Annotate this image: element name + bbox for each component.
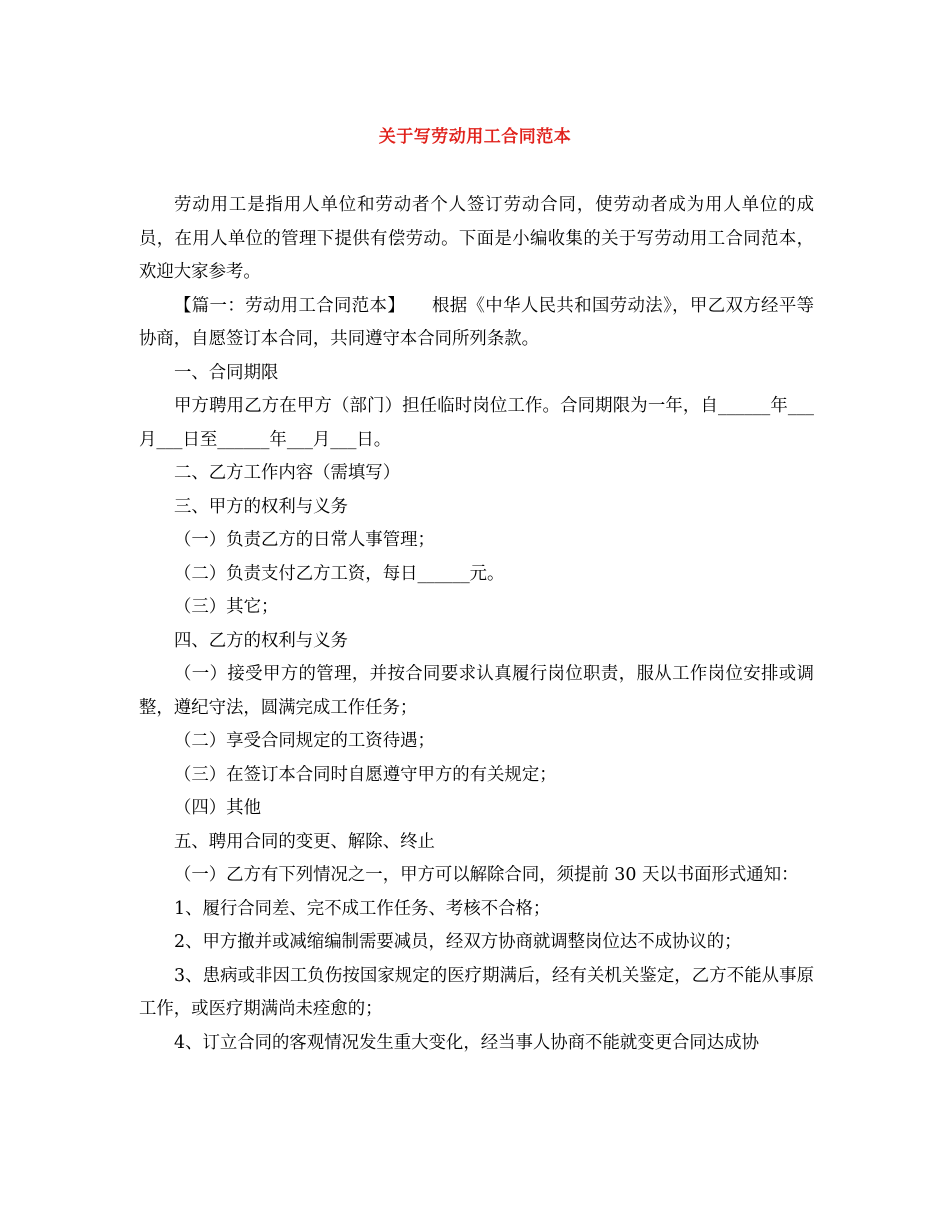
termination-reason-3: 3、患病或非因工负伤按国家规定的医疗期满后，经有关机关鉴定，乙方不能从事原工作，或医疗期满尚未痊愈的； xyxy=(139,965,814,1019)
section-1-heading: 一、合同期限 xyxy=(174,362,279,383)
termination-item-1: （一）乙方有下列情况之一，甲方可以解除合同，须提前 30 天以书面形式通知： xyxy=(174,865,799,885)
party-a-item-1: （一）负责乙方的日常人事管理； xyxy=(174,530,435,550)
contract-term-paragraph: 甲方聘用乙方在甲方（部门）担任临时岗位工作。合同期限为一年，自______年___月___日至______年___月___日。 xyxy=(139,396,814,450)
document-title: 关于写劳动用工合同范本 xyxy=(378,127,572,147)
party-b-item-3: （三）在签订本合同时自愿遵守甲方的有关规定； xyxy=(174,764,557,785)
intro-paragraph: 劳动用工是指用人单位和劳动者个人签订劳动合同，使劳动者成为用人单位的成员，在用人单位的管理下提供有偿劳动。下面是小编收集的关于写劳动用工合同范本，欢迎大家参考。 xyxy=(139,195,814,282)
termination-reason-4: 4、订立合同的客观情况发生重大变化，经当事人协商不能就变更合同达成协 xyxy=(174,1032,759,1053)
section-5-heading: 五、聘用合同的变更、解除、终止 xyxy=(174,831,435,852)
section-4-heading: 四、乙方的权利与义务 xyxy=(174,630,348,651)
party-a-item-2: （二）负责支付乙方工资，每日______元。 xyxy=(174,563,505,584)
section-3-heading: 三、甲方的权利与义务 xyxy=(174,496,348,517)
party-a-item-3: （三）其它； xyxy=(174,597,279,617)
party-b-item-2: （二）享受合同规定的工资待遇； xyxy=(174,731,435,751)
section-2-heading: 二、乙方工作内容（需填写） xyxy=(174,463,401,483)
termination-reason-2: 2、甲方撤并或减缩编制需要减员，经双方协商就调整岗位达不成协议的； xyxy=(174,932,742,952)
party-b-item-4: （四）其他 xyxy=(174,798,261,818)
document-body xyxy=(139,189,814,1060)
section-preamble-paragraph: 【篇一：劳动用工合同范本】 根据《中华人民共和国劳动法》，甲乙双方经平等协商，自愿签订本合同，共同遵守本合同所列条款。 xyxy=(139,295,814,349)
termination-reason-1: 1、履行合同差、完不成工作任务、考核不合格； xyxy=(174,898,551,919)
party-b-item-1: （一）接受甲方的管理，并按合同要求认真履行岗位职责，服从工作岗位安排或调整，遵纪守法，圆满完成工作任务； xyxy=(139,664,814,718)
